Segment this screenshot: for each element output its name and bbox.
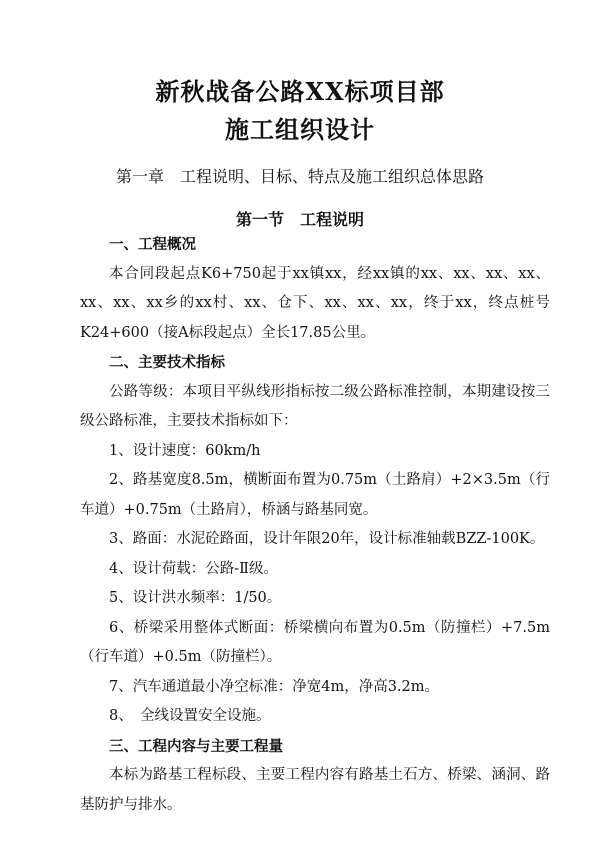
- list-item-pavement: 3、路面：水泥砼路面，设计年限20年，设计标准轴载BZZ-100K。: [109, 531, 545, 547]
- list-item-flood-frequency: 5、设计洪水频率：1/50。: [109, 590, 282, 606]
- list-item-bridge-section: 6、桥梁采用整体式断面：桥梁横向布置为0.5m（防撞栏）+7.5m（行车道）+0.5m（防撞栏）。: [80, 619, 550, 665]
- paragraph-overview: 本合同段起点K6+750起于xx镇xx，经xx镇的xx、xx、xx、xx、xx、xx、xx乡的xx村、xx、仓下、xx、xx、xx，终于xx，终点桩号K24+600（接A标段起点）全长17.85公里。: [80, 265, 550, 341]
- document-title: 新秋战备公路XX标项目部: [155, 77, 445, 106]
- list-item-vehicle-clearance: 7、汽车通道最小净空标准：净宽4m，净高3.2m。: [109, 678, 440, 695]
- document-body: [80, 230, 550, 820]
- list-item-design-load: 4、设计荷载：公路-Ⅱ级。: [109, 560, 278, 577]
- section-heading: 第一节 工程说明: [235, 210, 364, 229]
- list-item-roadbed-width: 2、路基宽度8.5m，横断面布置为0.75m（土路肩）+2×3.5m（行车道）+0.75m（土路肩），桥涵与路基同宽。: [80, 472, 550, 518]
- heading-technical-indicators: 二、主要技术指标: [109, 354, 225, 371]
- heading-project-overview: 一、工程概况: [109, 236, 196, 253]
- paragraph-work-content: 本标为路基工程标段、主要工程内容有路基土石方、桥梁、涵洞、路基防护与排水。: [80, 767, 550, 813]
- chapter-heading: 第一章 工程说明、目标、特点及施工组织总体思路: [115, 167, 484, 186]
- paragraph-road-grade: 公路等级：本项目平纵线形指标按二级公路标准控制，本期建设按三级公路标准，主要技术指标如下：: [80, 383, 550, 429]
- document-subtitle: 施工组织设计: [225, 115, 375, 144]
- list-item-safety-facilities: 8、 全线设置安全设施。: [109, 708, 271, 724]
- heading-work-content: 三、工程内容与主要工程量: [109, 737, 283, 755]
- list-item-design-speed: 1、设计速度：60km/h: [109, 442, 261, 459]
